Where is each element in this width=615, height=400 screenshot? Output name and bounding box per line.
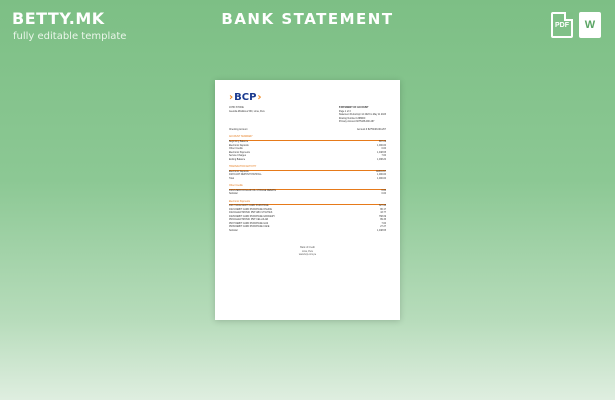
row-amount: 0.00 (381, 189, 386, 192)
section-heading: Electronic Payments (229, 201, 386, 206)
row-label: Other Credits (229, 148, 243, 151)
table-row (229, 230, 386, 234)
word-icon[interactable]: W (579, 12, 601, 38)
row-label: Subtotal (229, 229, 238, 232)
section-heading: TRANSACTION ACTIVITY (229, 166, 386, 171)
row-label: Electronic Payments (229, 151, 250, 154)
row-amount: 1,038.20 (377, 158, 386, 161)
row-label: Electronic Deposits (229, 170, 249, 173)
row-label: 05/04 ELECTRONIC PMT CELLULAR (229, 219, 269, 222)
customer-block (229, 107, 265, 125)
row-label: 04/17 NICE MART CARD PURCHASE (229, 205, 269, 208)
pdf-icon[interactable]: PDF (551, 12, 573, 38)
row-label: Beginning Balance (229, 141, 249, 144)
row-amount: 1,048.65 (377, 229, 386, 232)
row-amount: 1,000.00 (377, 174, 386, 177)
row-label: 04/18 ZERO DOLLAR OIL CHANGE REBATE (229, 189, 276, 192)
row-label: 04/24 ELECTRONIC PMT ABC UTILITIES (229, 212, 273, 215)
brand-logo: BETTY.MK (12, 9, 105, 28)
statement-sections (229, 136, 386, 233)
customer-line: JOHN STONE (229, 107, 244, 109)
row-label: Service Charges (229, 155, 246, 158)
file-format-icons (551, 12, 601, 38)
meta-block: STATEMENT OF ACCOUNT Page 1 of 3 Statement Period Apr 12 2023 to May 11 2023 Routing Number 1398000 Primary Account 8275438-000-267 (338, 107, 386, 124)
row-amount: 0.00 (381, 148, 386, 151)
bank-logo: › BCP › (229, 92, 262, 103)
footer-line: www.bcp.com.pe (298, 253, 317, 256)
section-heading: ACCOUNT SUMMARY (229, 136, 386, 141)
row-amount: 43.77 (380, 212, 386, 215)
row-amount: 27.27 (380, 226, 386, 229)
row-amount: 89.33 (380, 219, 386, 222)
row-label: Subtotal (229, 193, 238, 196)
row-amount: 1,000.00 (377, 144, 386, 147)
row-label: 05/09 DEBIT CARD PURCHASE CAFE (229, 226, 270, 229)
page-title: BANK STATEMENT (221, 10, 394, 28)
statement-preview (215, 80, 400, 320)
row-label: 05/07 DEBIT CARD PURCHASE GAS (229, 222, 269, 225)
statement-header (229, 107, 386, 125)
row-amount: 1,000.00 (377, 177, 386, 180)
row-label: 04/21 DEBIT CARD PURCHASE ONLINE (229, 208, 272, 211)
brand-tagline: fully editable template (13, 31, 127, 42)
section-heading: Other Credits (229, 185, 386, 190)
row-amount: 768.09 (378, 215, 386, 218)
row-amount: 0.00 (381, 193, 386, 196)
row-label: Electronic Deposits (229, 144, 249, 147)
row-label: 04/29 DEBIT CARD PURCHASE GROCERY (229, 215, 275, 218)
table-row (229, 193, 386, 197)
table-row (229, 178, 386, 182)
row-amount: 7.00 (381, 155, 386, 158)
footer-line: Lima, Peru (301, 250, 314, 253)
statement-footer (229, 247, 386, 257)
customer-line: Avenida Miraflores 530, Lima, Peru (229, 110, 265, 113)
row-amount: AMOUNT (376, 170, 386, 173)
meta-line: Primary Account 8275438-000-267 (338, 121, 375, 124)
meta-line: Statement Period Apr 12 2023 to May 11 2023 (338, 114, 386, 117)
row-amount: 887.09 (378, 141, 386, 144)
row-amount: 327.68 (378, 205, 386, 208)
row-amount: 7.00 (381, 222, 386, 225)
row-amount: 86.17 (380, 208, 386, 211)
footer-line: Bank of Credit (300, 247, 315, 250)
row-amount: 1,048.65 (377, 151, 386, 154)
meta-line: Page 1 of 3 (338, 110, 351, 113)
row-label: Ending Balance (229, 158, 246, 161)
row-label: 04/15 ACH DEPOSIT PAYROLL (229, 174, 262, 177)
account-line: Checking Account Account # 8275438-000-267 (229, 128, 386, 131)
row-label: Total (229, 177, 234, 180)
meta-line: Routing Number 1398000 (338, 117, 366, 120)
table-row (229, 159, 386, 163)
